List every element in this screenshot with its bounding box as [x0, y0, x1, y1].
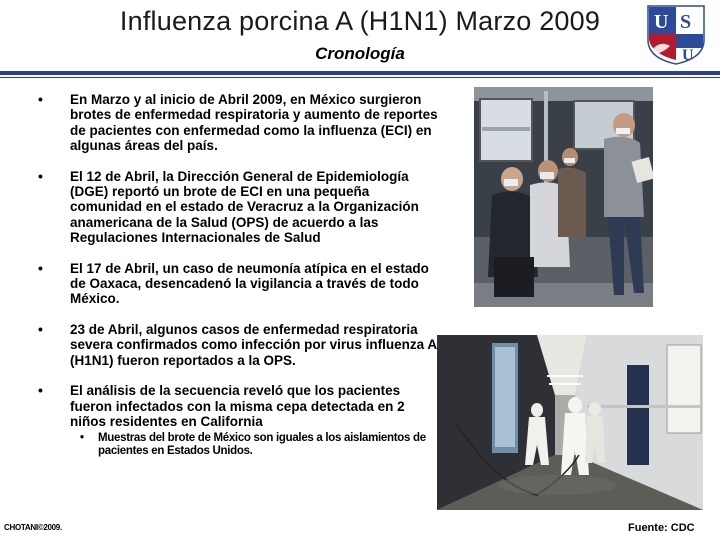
bullet-item-with-sub — [38, 383, 438, 458]
bullet-item: • En Marzo y al inicio de Abril 2009, en México surgieron brotes de enfermedad respiratoria y aumento de reportes de pacientes con enfermedad como la influenza (ECI) en algunas áreas del país. — [38, 92, 438, 154]
slide-title: Influenza porcina A (H1N1) Marzo 2009 — [119, 6, 601, 36]
logo-letter-s: S — [680, 11, 692, 33]
bullet-item: • 23 de Abril, algunos casos de enfermedad respiratoria severa confirmados como infección por virus influenza A (H1N1) fueron reportados a la OPS. — [38, 322, 438, 368]
subway-passengers-photo — [474, 87, 653, 307]
logo-letter-u1: U — [654, 11, 669, 33]
bullet-item-text: El análisis de la secuencia reveló que los pacientes fueron infectados con la misma cepa detectada en 2 niños residentes en California — [70, 383, 405, 429]
bullet-item: • El 12 de Abril, la Dirección General de Epidemiología (DGE) reportó un brote de ECI en una pequeña comunidad en el estado de Veracruz a la Organización anamericana de la Salud (OPS) de acuerdo a las Regulaciones Internacionales de Salud — [38, 169, 438, 246]
disinfection-workers-photo — [437, 335, 703, 510]
sub-bullet-list — [70, 432, 438, 458]
logo-letter-u2: U — [682, 47, 694, 64]
usu-logo — [644, 2, 708, 66]
header-rule-thick — [0, 71, 720, 75]
bullet-item: • El 17 de Abril, un caso de neumonía atípica en el estado de Oaxaca, desencadenó la vigilancia a través de todo México. — [38, 261, 438, 307]
source-footer: Fuente: CDC — [628, 522, 695, 534]
sub-bullet-item: • Muestras del brote de México son iguales a los aislamientos de pacientes en Estados Unidos. — [70, 432, 438, 458]
header-rule-thin — [0, 77, 720, 78]
bullet-list — [38, 92, 438, 473]
copyright-footer: CHOTANI©2009. — [4, 523, 62, 532]
slide-subtitle: Cronología — [315, 44, 405, 63]
